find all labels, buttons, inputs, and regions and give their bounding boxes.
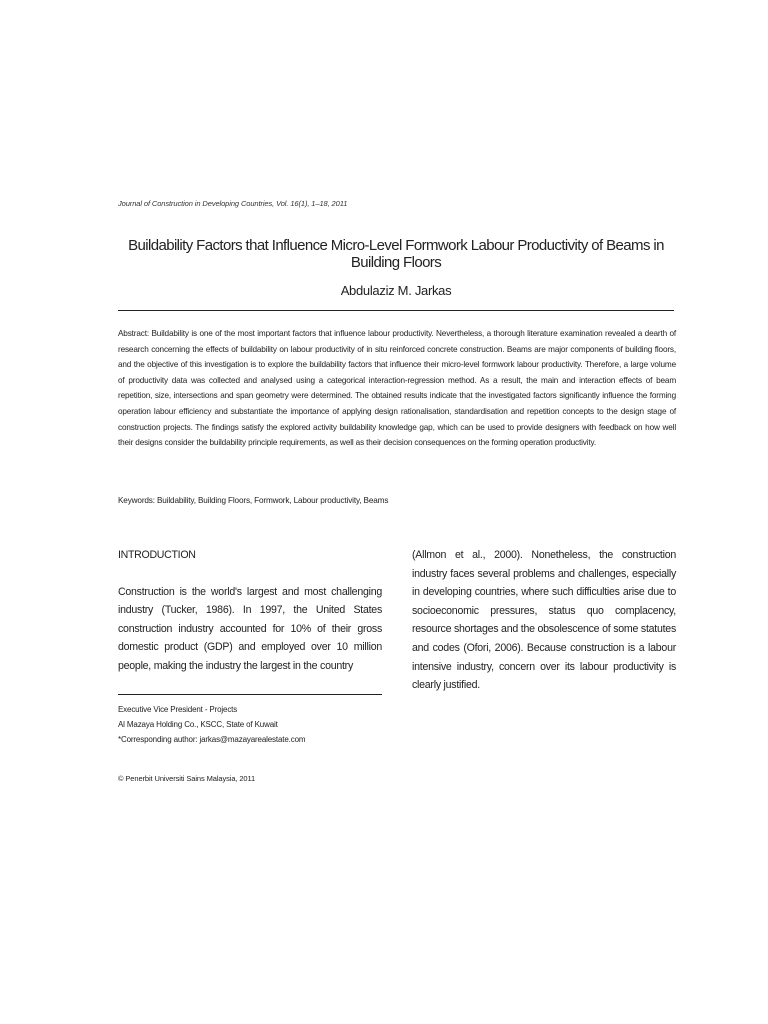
- footnote-corresponding-author: *Corresponding author: jarkas@mazayarealestate.com: [118, 735, 306, 744]
- footnote-divider: [118, 694, 382, 695]
- right-column: [412, 546, 676, 695]
- section-heading-introduction: INTRODUCTION: [118, 549, 196, 561]
- left-column: [118, 546, 382, 676]
- copyright-notice: © Penerbit Universiti Sains Malaysia, 2011: [118, 774, 256, 783]
- title-divider: [118, 310, 674, 311]
- keywords-label: Keywords:: [118, 496, 155, 505]
- introduction-left-paragraph: Construction is the world's largest and most challenging industry (Tucker, 1986). In 1997, the United States construction industry accounted for 10% of their gross domestic product (GDP) and employed over 10 million people, making the industry the largest in the country: [118, 585, 382, 672]
- abstract-label: Abstract:: [118, 329, 149, 338]
- footnotes: [118, 702, 398, 747]
- keywords: [118, 496, 676, 505]
- footnote-affiliation: Al Mazaya Holding Co., KSCC, State of Kuwait: [118, 720, 278, 729]
- journal-citation: Journal of Construction in Developing Countries, Vol. 16(1), 1–18, 2011: [118, 199, 348, 208]
- keywords-text: Buildability, Building Floors, Formwork, Labour productivity, Beams: [157, 496, 389, 505]
- introduction-right-paragraph: (Allmon et al., 2000). Nonetheless, the construction industry faces several problems and challenges, especially in developing countries, where such difficulties arise due to socioeconomic pressures, status quo complacency, resource shortages and the obsolescence of some statutes and codes (Ofori, 2006). Because construction is a labour intensive industry, concern over its labour productivity is clearly justified.: [412, 549, 676, 692]
- paper-title: Buildability Factors that Influence Micro-Level Formwork Labour Productivity of Beams in Building Floors: [128, 237, 664, 271]
- abstract-text: Buildability is one of the most important factors that influence labour productivity. Nevertheless, a thorough literature examination revealed a dearth of research concerning the effects of buildability on labour productivity of in situ reinforced concrete construction. Beams are major components of building floors, and the objective of this investigation is to explore the buildability factors that influence their micro-level formwork labour productivity. Therefore, a large volume of productivity data was collected and analysed using a categorical interaction-regression method. As a result, the main and interaction effects of beam repetition, size, intersections and span geometry were determined. The obtained results indicate that the investigated factors significantly influence the forming operation labour efficiency and substantiate the importance of applying design rationalisation, standardisation and repetition concepts to the design stage of construction projects. The findings satisfy the explored activity buildability knowledge gap, which can be used to provide designers with feedback on how well their designs consider the buildability principle requirements, as well as their decision consequences on the forming operation productivity.: [118, 329, 677, 448]
- footnote-position: Executive Vice President - Projects: [118, 705, 238, 714]
- author-name: Abdulaziz M. Jarkas: [340, 283, 452, 298]
- abstract: [118, 326, 676, 451]
